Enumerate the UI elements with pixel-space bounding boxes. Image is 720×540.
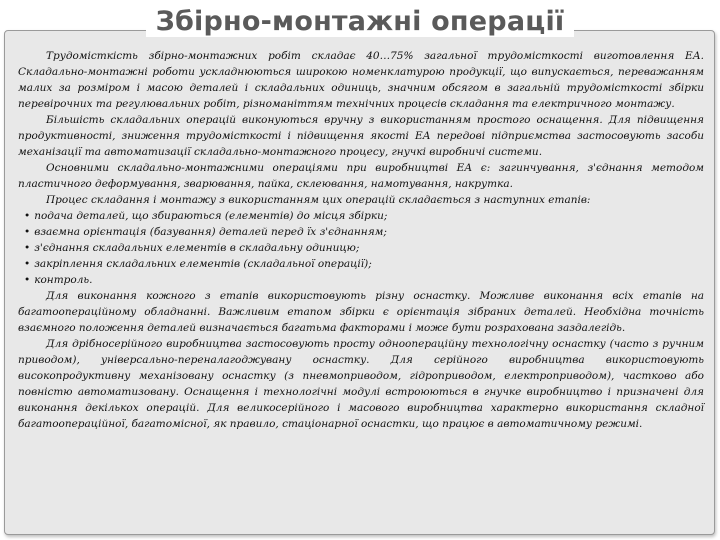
slide-body xyxy=(18,48,704,432)
list-item: • взаємна орієнтація (базування) деталей перед їх з'єднанням; xyxy=(18,224,704,240)
paragraph-manual-operations: Більшість складальних операцій виконуються вручну з використанням простого оснащення. Для підвищення продуктивності, зниження трудомісткості і підвищення якості ЕА передові підприємства застосовують засоби механізації та автоматизації складально-монтажного процесу, гнучкі виробничі системи. xyxy=(18,114,704,158)
paragraph-labor-intensity: Трудомісткість збірно-монтажних робіт складає 40…75% загальної трудомісткості виготовлення ЕА. Складально-монтажні роботи ускладнюються широкою номенклатурою продукції, що випускається, переважанням малих за розміром і масою деталей і складальних одиниць, значним обсягом в загальній трудомісткості збірки перевірочних та регулювальних робіт, різноманіттям технічних процесів складання та електричного монтажу. xyxy=(18,50,704,110)
slide-title: Збірно-монтажні операції xyxy=(0,6,720,37)
paragraph-main-operations: Основними складально-монтажними операціями при виробництві ЕА є: загинчування, з'єднання методом пластичного деформування, зварювання, пайка, склеювання, намотування, накрутка. xyxy=(18,162,704,190)
paragraph-stages-intro: Процес складання і монтажу з використанням цих операцій складається з наступних етапів: xyxy=(46,194,591,206)
list-item: • з'єднання складальних елементів в складальну одиницю; xyxy=(18,240,704,256)
stages-list xyxy=(18,208,704,288)
paragraph-production-types: Для дрібносерійного виробництва застосовують просту одноопераційну технологічну оснастку (часто з ручним приводом), універсально-переналагоджувану оснастку. Для серійного виробництва використовують високопродуктивну механізовану оснастку (з пневмоприводом, гідроприводом, електроприводом), частково або повністю автоматизовану. Оснащення і технологічні модулі встроюються в гнучке виробництво і призначені для виконання декількох операцій. Для великосерійного і масового виробництва характерно використання складної багатоопераційної, багатомісної, як правило, стаціонарної оснастки, що працює в автоматичному режимі. xyxy=(18,338,704,430)
list-item: • закріплення складальних елементів (складальної операції); xyxy=(18,256,704,272)
list-item: • подача деталей, що збираються (елементів) до місця збірки; xyxy=(18,208,704,224)
paragraph-tooling: Для виконання кожного з етапів використовують різну оснастку. Можливе виконання всіх етапів на багатоопераційному обладнанні. Важливим етапом збірки є орієнтація зібраних деталей. Необхідна точність взаємного положення деталей визначається багатьма факторами і може бути розрахована заздалегідь. xyxy=(18,290,704,334)
list-item: • контроль. xyxy=(18,272,704,288)
